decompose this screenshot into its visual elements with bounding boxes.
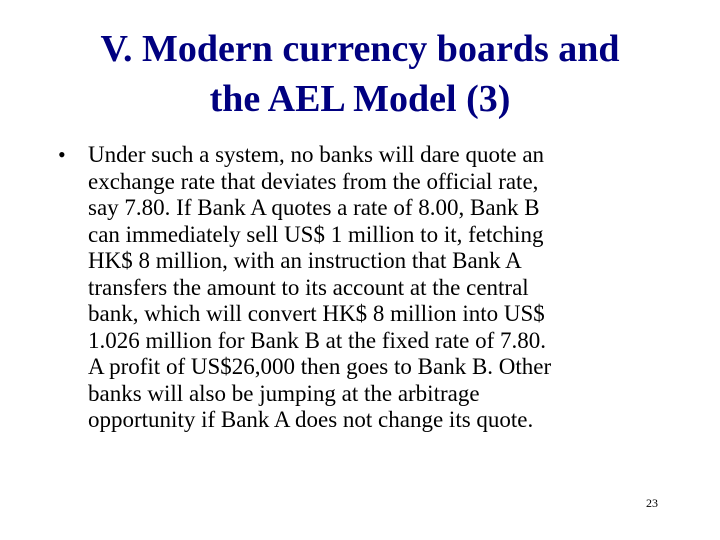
bullet-text-line: exchange rate that deviates from the official rate, [88, 168, 539, 194]
slide-title [40, 24, 680, 124]
bullet-text [88, 142, 678, 434]
bullet-text-line: banks will also be jumping at the arbitrage [88, 380, 480, 406]
bullet-text-line: transfers the amount to its account at the central [88, 274, 529, 300]
bullet-text-line: A profit of US$26,000 then goes to Bank B. Other [88, 354, 552, 379]
slide-title-line-1: V. Modern currency boards and [100, 28, 620, 70]
bullet-item [58, 142, 678, 434]
bullet-text-line: bank, which will convert HK$ 8 million into US$ [88, 301, 545, 326]
bullet-text-line: 1.026 million for Bank B at the fixed rate of 7.80. [88, 327, 546, 353]
slide-title-line-2: the AEL Model (3) [209, 78, 511, 120]
bullet-text-line: say 7.80. If Bank A quotes a rate of 8.00, Bank B [88, 195, 540, 220]
bullet-text-line: can immediately sell US$ 1 million to it, fetching [88, 221, 544, 247]
page-number: 23 [646, 496, 658, 510]
bullet-text-line: Under such a system, no banks will dare quote an [88, 142, 545, 167]
bullet-text-line: HK$ 8 million, with an instruction that Bank A [88, 248, 522, 273]
bullet-text-line: opportunity if Bank A does not change its quote. [88, 407, 534, 432]
bullet-marker: • [58, 142, 66, 167]
